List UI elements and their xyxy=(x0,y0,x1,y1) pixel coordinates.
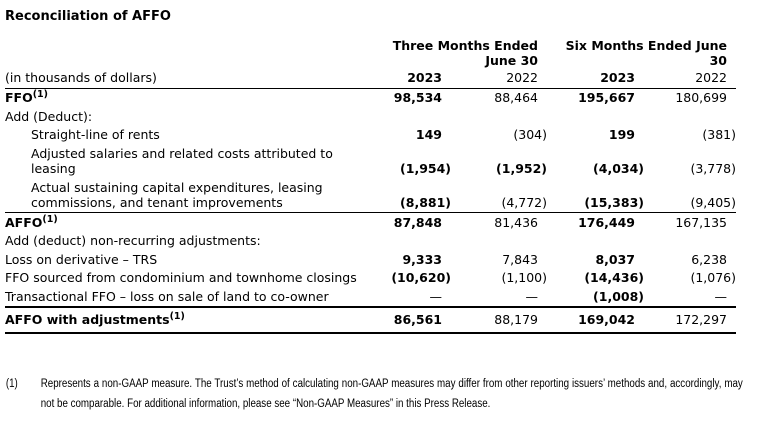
row-label: Straight-line of rents xyxy=(31,127,160,142)
year-header-2023: 2023 xyxy=(366,70,451,88)
col-group-line: Six Months Ended June xyxy=(565,38,728,53)
cell-value xyxy=(644,178,736,213)
table-row xyxy=(5,144,736,178)
col-group-six-months xyxy=(547,39,736,70)
value-text: 98,534 xyxy=(393,90,442,105)
row-label: FFO$^{(1)}$ xyxy=(5,88,49,105)
value-text: 88,464 xyxy=(494,90,538,105)
cell-value xyxy=(366,232,451,251)
cell-value xyxy=(644,287,736,307)
table-row xyxy=(5,250,736,269)
value-text: 172,297 xyxy=(675,311,728,327)
cell-value xyxy=(547,107,644,126)
cell-value xyxy=(644,107,736,126)
col-group-line: 30 xyxy=(709,52,728,68)
value-text: 176,449 xyxy=(578,214,635,230)
footnote xyxy=(5,374,753,414)
table-row xyxy=(5,213,736,232)
col-group-line: Three Months Ended xyxy=(392,38,538,53)
cell-value xyxy=(644,232,736,251)
footnote-section xyxy=(5,374,753,414)
value-text: — xyxy=(429,288,442,304)
value-text: 195,667 xyxy=(578,90,635,105)
year-header-2022: 2022 xyxy=(644,70,736,88)
year-header-2022: 2022 xyxy=(451,70,547,88)
cell-value xyxy=(644,88,736,107)
cell-value xyxy=(451,178,547,213)
cell-value xyxy=(451,126,547,145)
value-text: 180,699 xyxy=(675,90,728,105)
value-text: 6,238 xyxy=(691,251,728,267)
cell-value xyxy=(366,287,451,307)
row-label: Adjusted salaries and related costs attributed to leasing xyxy=(31,145,333,176)
row-label: Transactional FFO – loss on sale of land to co-owner xyxy=(5,287,366,307)
cell-value xyxy=(366,178,451,213)
cell-value xyxy=(451,250,547,269)
row-label: AFFO$^{(1)}$ xyxy=(5,213,58,230)
col-group-line: June 30 xyxy=(485,52,538,68)
value-text: (1,076) xyxy=(690,270,737,285)
value-text: — xyxy=(714,288,728,304)
cell-value xyxy=(451,232,547,251)
year-header-row xyxy=(5,70,736,88)
row-label: Loss on derivative – TRS xyxy=(5,251,158,267)
cell-value xyxy=(644,250,736,269)
cell-value xyxy=(366,144,451,178)
cell-value xyxy=(451,269,547,288)
cell-value xyxy=(547,88,644,107)
footnote-ref: (1) xyxy=(32,88,49,100)
cell-value xyxy=(366,88,451,107)
value-text: (4,772) xyxy=(501,195,547,210)
cell-value xyxy=(547,307,644,333)
value-text: 86,561 xyxy=(393,311,442,327)
cell-value xyxy=(547,269,644,288)
table-row xyxy=(5,107,736,126)
footnote-ref: (1) xyxy=(42,213,58,225)
year-header-2023: 2023 xyxy=(547,70,644,88)
value-text: (3,778) xyxy=(690,161,737,176)
unit-label: (in thousands of dollars) xyxy=(5,70,366,88)
table-row xyxy=(5,126,736,145)
value-text: 149 xyxy=(415,127,442,142)
table-row xyxy=(5,232,736,251)
value-text: 88,179 xyxy=(494,311,538,327)
cell-value xyxy=(366,213,451,232)
cell-value xyxy=(547,287,644,307)
value-text: 9,333 xyxy=(402,251,442,267)
period-header-spacer xyxy=(5,39,366,70)
footnote-text: Represents a non-GAAP measure. The Trust’s method of calculating non-GAAP measures may differ from other reporting issuers’ methods and, accordingly, may not be comparable. For additional information, please see “Non-GAAP Measures” in this Press Release. xyxy=(40,377,743,410)
value-text: (1,008) xyxy=(593,288,644,304)
row-label: Add (Deduct): xyxy=(5,108,93,124)
cell-value xyxy=(366,269,451,288)
table-row xyxy=(5,88,736,107)
value-text: (304) xyxy=(513,127,547,142)
value-text: 87,848 xyxy=(393,214,442,230)
cell-value xyxy=(451,88,547,107)
cell-value xyxy=(644,144,736,178)
table-body xyxy=(5,88,736,333)
cell-value xyxy=(644,213,736,232)
value-text: 81,436 xyxy=(494,214,538,230)
cell-value xyxy=(547,126,644,145)
table-row xyxy=(5,307,736,333)
row-label: Actual sustaining capital expenditures, leasing commissions, and tenant improvements xyxy=(5,178,366,213)
cell-value xyxy=(451,144,547,178)
value-text: (1,100) xyxy=(501,270,547,285)
row-label: AFFO with adjustments$^{(1)}$ xyxy=(5,307,366,333)
value-text: (10,620) xyxy=(391,270,451,285)
cell-value xyxy=(644,269,736,288)
cell-value xyxy=(451,107,547,126)
footnote-ref: (1) xyxy=(169,310,185,322)
value-text: 7,843 xyxy=(502,251,538,267)
page-title: Reconciliation of AFFO xyxy=(5,9,171,24)
cell-value xyxy=(366,250,451,269)
value-text: (381) xyxy=(702,127,737,142)
period-header-row xyxy=(5,39,736,70)
col-group-three-months xyxy=(366,39,547,70)
cell-value xyxy=(547,144,644,178)
value-text: (8,881) xyxy=(400,195,451,210)
cell-value xyxy=(451,287,547,307)
cell-value xyxy=(547,250,644,269)
value-text: (1,952) xyxy=(496,161,547,176)
value-text: (1,954) xyxy=(400,161,451,176)
cell-value xyxy=(451,213,547,232)
value-text: — xyxy=(525,288,538,304)
value-text: 8,037 xyxy=(595,251,635,267)
table-row xyxy=(5,178,736,213)
cell-value xyxy=(547,178,644,213)
row-label: FFO sourced from condominium and townhome closings xyxy=(5,270,357,285)
cell-value xyxy=(644,307,736,333)
cell-value xyxy=(366,107,451,126)
value-text: 169,042 xyxy=(578,311,635,327)
affo-reconciliation-table xyxy=(5,39,736,334)
cell-value xyxy=(451,307,547,333)
table-row xyxy=(5,269,736,288)
table-row xyxy=(5,287,736,307)
cell-value xyxy=(644,126,736,145)
cell-value xyxy=(547,232,644,251)
value-text: (9,405) xyxy=(690,195,737,210)
cell-value xyxy=(366,307,451,333)
cell-value xyxy=(366,126,451,145)
row-label: Add (deduct) non-recurring adjustments: xyxy=(5,233,261,248)
value-text: (14,436) xyxy=(584,270,644,285)
footnote-marker: (1) xyxy=(5,377,18,390)
table-header xyxy=(5,39,736,88)
value-text: 199 xyxy=(608,127,635,142)
value-text: (4,034) xyxy=(593,161,644,176)
value-text: 167,135 xyxy=(675,214,728,230)
value-text: (15,383) xyxy=(584,195,644,210)
cell-value xyxy=(547,213,644,232)
